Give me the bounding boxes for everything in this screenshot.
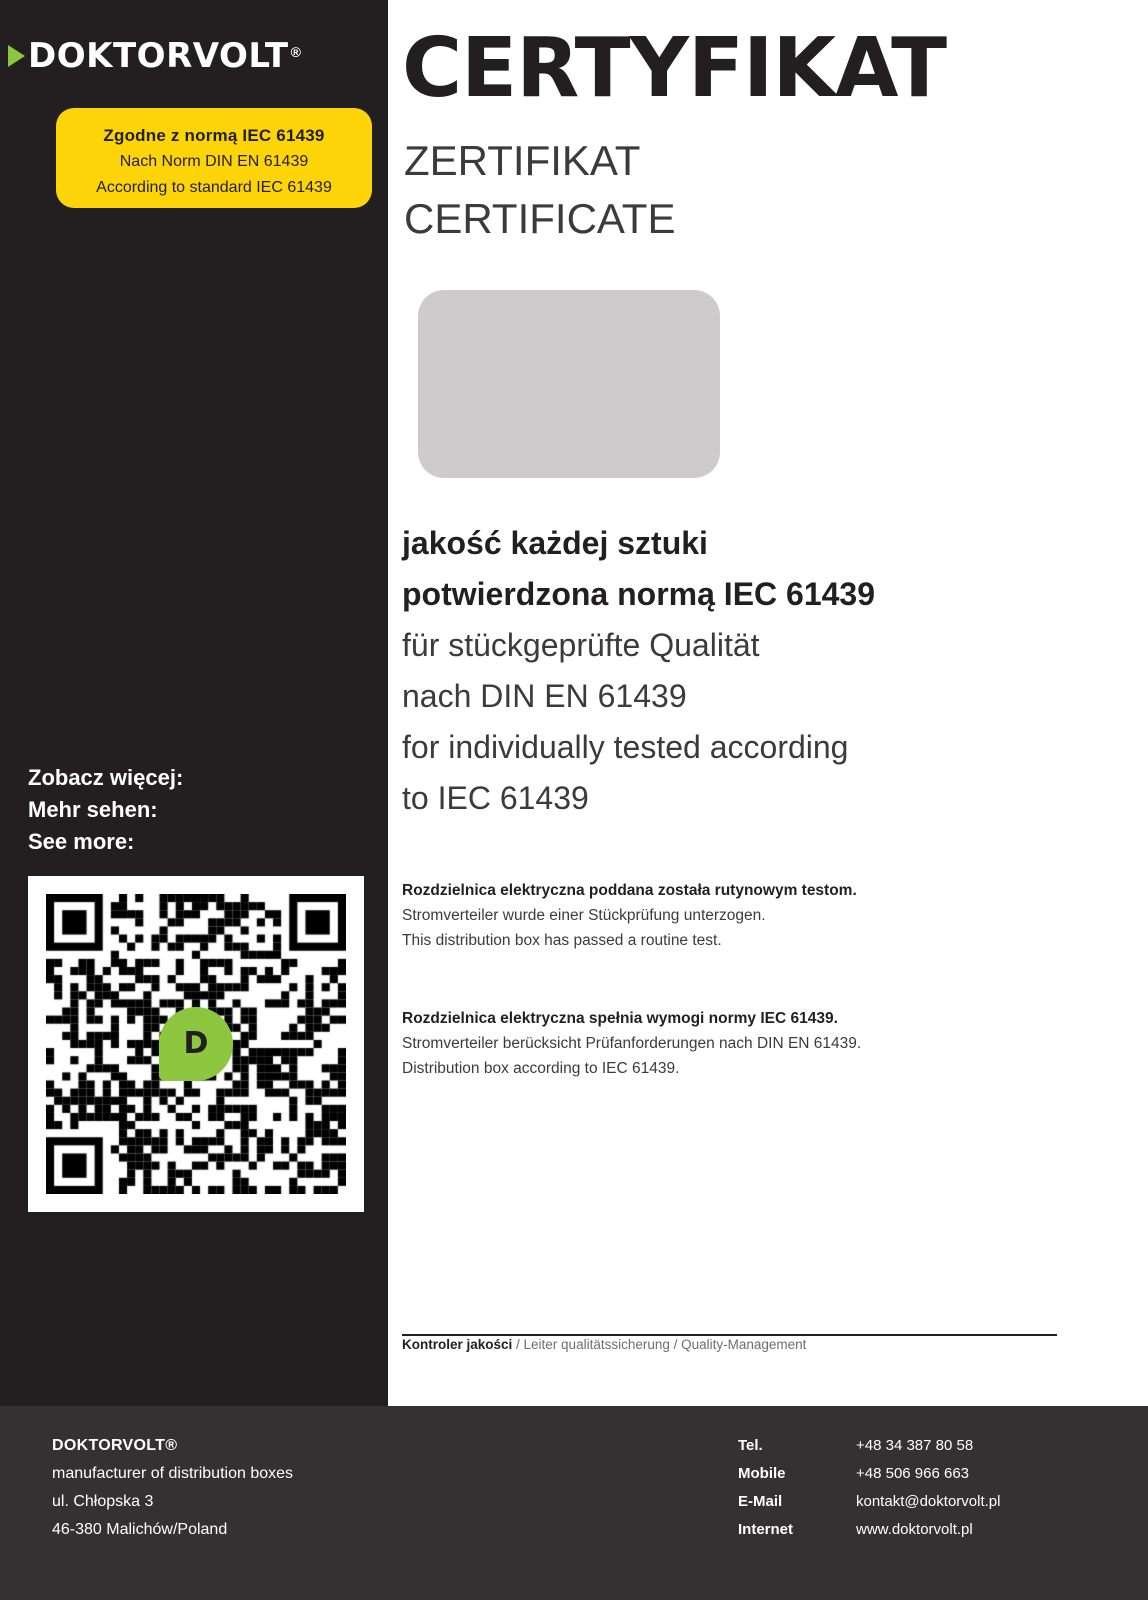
headline-block: [402, 518, 1132, 824]
statement-bold: Rozdzielnica elektryczna poddana została rutynowym testom.: [402, 882, 857, 899]
contact-label: E-Mail: [738, 1493, 783, 1510]
contact-value[interactable]: +48 506 966 663: [856, 1465, 970, 1482]
contact-row: [738, 1488, 1000, 1516]
main-content: [388, 0, 1148, 1406]
headline-line-4: nach DIN EN 61439: [402, 678, 687, 714]
qr-center-logo-icon: [159, 1007, 233, 1081]
statement-line-en: Distribution box according to IEC 61439.: [402, 1060, 680, 1077]
brand-registered-mark: ®: [290, 44, 301, 60]
contact-label: Tel.: [738, 1437, 763, 1454]
left-sidebar: [0, 0, 388, 1406]
statement-line-en: This distribution box has passed a routine test.: [402, 932, 722, 949]
statement-paragraph: [402, 1006, 1122, 1081]
see-more-en: See more:: [28, 829, 135, 854]
contact-label: Internet: [738, 1521, 794, 1538]
footer-contact-block: [738, 1432, 1000, 1544]
page-title: CERTYFIKAT: [402, 21, 947, 116]
contact-row: [738, 1516, 1000, 1544]
contact-row: [738, 1432, 1000, 1460]
footer-company-city: 46-380 Malichów/Poland: [52, 1521, 228, 1538]
footer-company-description: manufacturer of distribution boxes: [52, 1465, 294, 1482]
qr-code[interactable]: [28, 876, 364, 1212]
statement-paragraph: [402, 878, 1122, 953]
statement-line-de: Stromverteiler berücksicht Prüfanforderungen nach DIN EN 61439.: [402, 1035, 862, 1052]
see-more-pl: Zobacz więcej:: [28, 765, 184, 790]
qr-center-letter: D: [183, 1026, 209, 1061]
page-title-de: ZERTIFIKAT: [404, 137, 641, 184]
standard-badge-line-pl: Zgodne z normą IEC 61439: [103, 126, 325, 145]
headline-line-6: to IEC 61439: [402, 780, 589, 816]
footer-company-block: [52, 1432, 293, 1544]
brand-logo-text: DOKTORVOLT: [28, 36, 289, 76]
see-more-block: [28, 762, 183, 858]
contact-value[interactable]: +48 34 387 80 58: [856, 1437, 974, 1454]
qr-code-canvas: [46, 894, 346, 1194]
product-image-placeholder: [418, 290, 720, 478]
footer-company-street: ul. Chłopska 3: [52, 1493, 154, 1510]
headline-line-5: for individually tested according: [402, 729, 849, 765]
standard-badge: [56, 108, 372, 208]
contact-value[interactable]: www.doktorvolt.pl: [856, 1521, 973, 1538]
footer: [0, 1406, 1148, 1600]
play-triangle-icon: [8, 45, 25, 67]
see-more-de: Mehr sehen:: [28, 797, 158, 822]
contact-label: Mobile: [738, 1465, 786, 1482]
signature-role-pl: Kontroler jakości: [402, 1337, 513, 1352]
signature-role-translations: / Leiter qualitätssicherung / Quality-Management: [512, 1337, 807, 1352]
standard-badge-line-de: Nach Norm DIN EN 61439: [119, 153, 309, 170]
brand-logo: [8, 36, 380, 76]
footer-company-name: DOKTORVOLT®: [52, 1437, 178, 1454]
standard-badge-line-en: According to standard IEC 61439: [96, 179, 332, 196]
signature-caption: [402, 1334, 806, 1356]
contact-row: [738, 1460, 1000, 1488]
statement-bold: Rozdzielnica elektryczna spełnia wymogi normy IEC 61439.: [402, 1010, 838, 1027]
page-title-en: CERTIFICATE: [404, 195, 676, 242]
statement-line-de: Stromverteiler wurde einer Stückprüfung unterzogen.: [402, 907, 766, 924]
headline-line-1: jakość każdej sztuki: [402, 525, 708, 561]
headline-line-2: potwierdzona normą IEC 61439: [402, 576, 876, 612]
contact-value[interactable]: kontakt@doktorvolt.pl: [856, 1493, 1001, 1510]
headline-line-3: für stückgeprüfte Qualität: [402, 627, 760, 663]
